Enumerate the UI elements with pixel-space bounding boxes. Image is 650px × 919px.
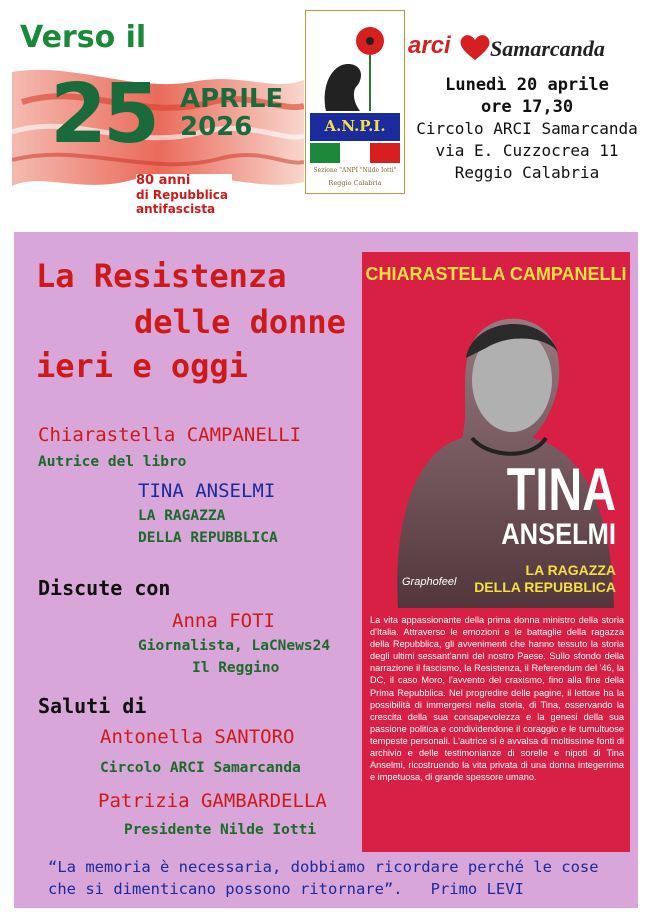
arci-brand: arci [408,32,451,59]
anniversary-line: di Repubblica [136,188,229,202]
event-city: Reggio Calabria [454,163,600,182]
cover-title: TINA [506,456,616,523]
author-role: Autrice del libro [38,454,187,470]
book-title: TINA ANSELMI [138,480,276,502]
cover-title-2: ANSELMI [501,518,616,551]
title-line: delle donne [134,303,346,341]
heart-icon [458,34,492,62]
greeting-role: Circolo ARCI Samarcanda [100,760,301,776]
anpi-city: Reggio Calabria [328,179,382,187]
cover-subtitle-line: DELLA REPUBBLICA [474,579,616,595]
greeting-name: Patrizia GAMBARDELLA [98,790,327,812]
event-info [404,74,650,184]
anniversary-line: antifascista [136,202,216,216]
woman-silhouette-icon [325,64,361,111]
publisher-logo: Graphofeel [402,576,457,588]
verso-heading: Verso il [20,20,147,55]
month-label: APRILE [180,84,284,114]
author-name: Chiarastella CAMPANELLI [38,424,302,446]
anpi-logo [305,10,405,194]
book-subtitle: DELLA REPUBBLICA [138,530,278,546]
discussant-role: Il Reggino [192,660,280,676]
discussant-heading: Discute con [38,576,171,600]
title-line: ieri e oggi [36,347,248,385]
quote-line: che si dimenticano possono ritornare”. [48,880,403,898]
book-subtitle: LA RAGAZZA [138,508,226,524]
portrait-image [362,288,630,608]
cover-author: CHIARASTELLA CAMPANELLI [365,264,627,284]
quote-author: Primo LEVI [430,880,524,898]
day-number: 25 [50,67,157,162]
event-time: ore 17,30 [480,97,574,117]
discussant-name: Anna FOTI [172,610,275,632]
anpi-section: Sezione "ANPI "Nilde Iotti" [313,167,397,174]
discussant-role: Giornalista, LaCNews24 [138,638,331,654]
greetings-heading: Saluti di [38,694,147,718]
arci-logo [408,26,634,74]
cover-subtitle [362,562,616,596]
event-address: via E. Cuzzocrea 11 [435,141,619,160]
event-place: Circolo ARCI Samarcanda [416,119,638,138]
event-date: Lunedì 20 aprile [445,75,609,95]
year-label: 2026 [180,112,253,142]
cover-subtitle-line: LA RAGAZZA [525,562,616,578]
quote [48,856,608,900]
anpi-text: A.N.P.I. [324,117,386,135]
anniversary-box [136,174,232,230]
greeting-name: Antonella SANTORO [100,726,295,748]
greeting-role: Presidente Nilde Iotti [124,822,317,838]
anniversary-line: 80 anni [136,173,191,188]
book-description: La vita appassionante della prima donna ministro della storia d'Italia. Attraverso le emozioni e le battaglie della ragazza della Repubblica, gli avvenimenti che hanno tessuto la storia degli ultimi sessant'anni del nostro Paese. Sullo sfondo della narrazione il fascismo, la Resistenza, il Referendum del '46, la DC, il caso Moro, l'avvento del craxismo, fino alla fine della Prima Repubblica. Nel progredire delle pagine, il lettore ha la possibilità di immergersi nella storia, di Tina, osservando la crescita della sua consapevolezza e la genesi della sua passione politica e condividendone il coraggio e le tumultuose tempeste personali. L'autrice si è avvalsa di moltissime fonti di archivio e delle testimonianze di sorelle e nipoti di Tina Anselmi, ricostruendo la vita privata di una donna integerrima e impetuosa, di grande spessore umano. [362,608,630,852]
samarcanda-brand: Samarcanda [490,36,605,61]
book-cover [362,252,630,608]
title-line: La Resistenza [36,257,287,295]
quote-line: “La memoria è necessaria, dobbiamo ricordare perché le cose [48,858,599,876]
